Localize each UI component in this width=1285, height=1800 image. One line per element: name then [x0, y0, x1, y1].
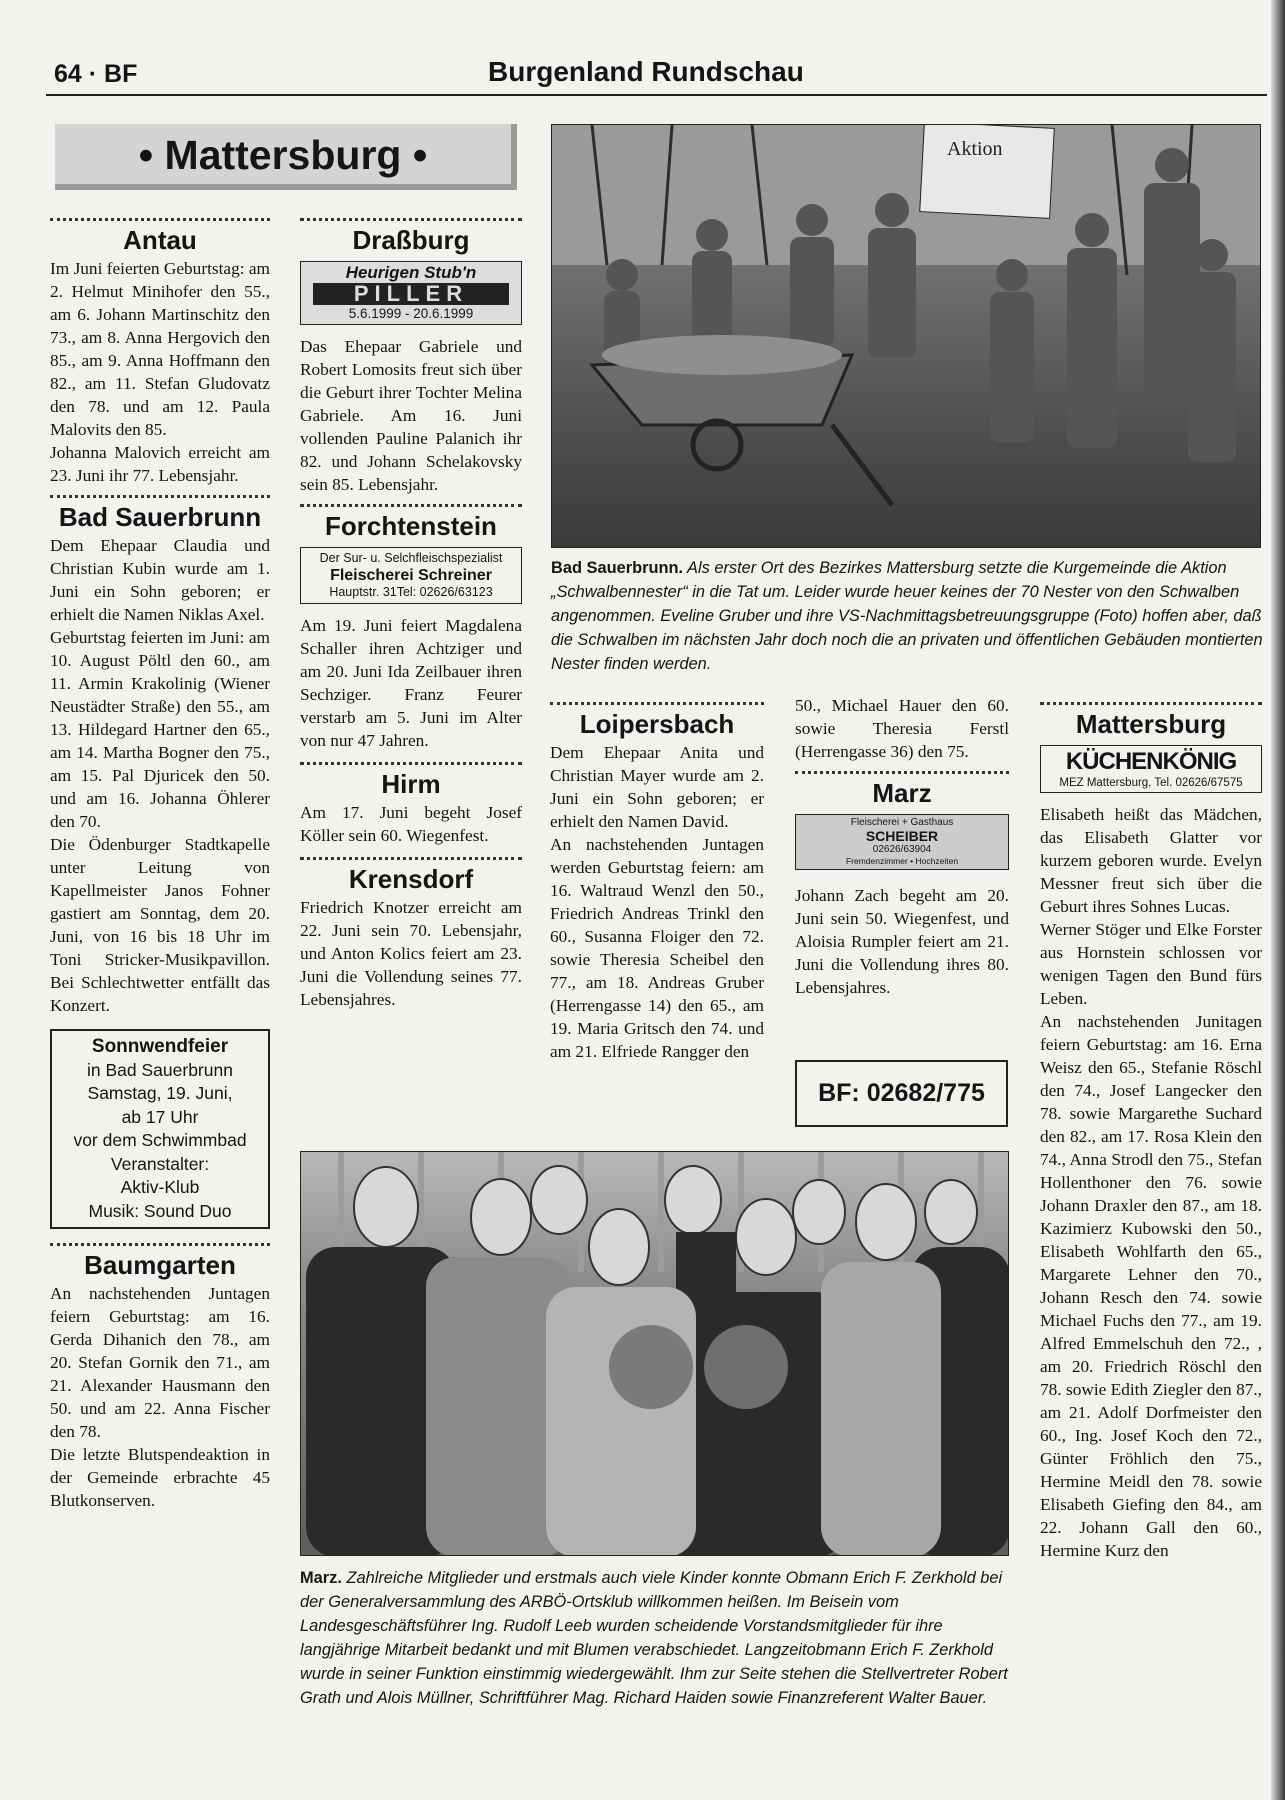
divider — [300, 218, 522, 221]
divider — [50, 1243, 270, 1246]
photo-illustration — [552, 125, 1261, 548]
ad-brand: PILLER — [313, 283, 509, 305]
column-5 — [1040, 702, 1262, 1562]
column-4 — [795, 694, 1009, 999]
ad-piller — [300, 261, 522, 325]
divider — [1040, 702, 1262, 705]
column-1 — [50, 218, 270, 1512]
heading-baumgarten: Baumgarten — [84, 1250, 236, 1280]
event-line: Musik: Sound Duo — [88, 1200, 232, 1221]
heading-mattersburg: Mattersburg — [1075, 709, 1227, 739]
caption-place: Marz. — [300, 1569, 342, 1587]
photo-arbo-generalversammlung — [300, 1151, 1009, 1556]
page-number: 64 · BF — [54, 60, 138, 88]
ad-line: Heurigen Stub'n — [345, 263, 477, 282]
divider — [300, 762, 522, 765]
text-drass-1: Das Ehepaar Gabriele und Robert Lomosits freut sich über die Geburt ihrer Tochter Melina Gabriele. Am 16. Juni vollenden Pauline Palanich ihr 82. und Johann Schelakovsky sein 85. Lebensjahr. — [300, 337, 522, 494]
divider — [550, 702, 764, 705]
heading-drassburg: Draßburg — [352, 225, 470, 255]
text-baum-2: Die letzte Blutspendeaktion in der Gemeinde erbrachte 45 Blutkonserven. — [50, 1445, 270, 1510]
heading-loipersbach: Loipersbach — [579, 709, 735, 739]
text-loip-2: An nachstehenden Juntagen werden Geburtstag feiern: am 16. Waltraud Wenzl den 50., Friedrich Andreas Trinkl den 60., Susanna Floiger den 72. sowie Theresia Scheibel den 77., am 18. Andreas Gruber (Herrengasse 14) den 65., am 19. Maria Gritsch den 74. und am 21. Elfriede Rangger den — [550, 835, 764, 1061]
bf-phone-box: BF: 02682/775 — [795, 1060, 1008, 1127]
text-forch-1: Am 19. Juni feiert Magdalena Schaller ihren Achtziger und am 20. Juni Ida Zeilbauer ihren Sechziger. Franz Feurer verstarb am 5. Juni im Alter von nur 47 Jahren. — [300, 616, 522, 750]
ad-schreiner — [300, 547, 522, 604]
event-line: Veranstalter: — [110, 1153, 210, 1174]
ad-scheiber — [795, 814, 1009, 870]
text-loip-cont: 50., Michael Hauer den 60. sowie Theresia Ferstl (Herrengasse 36) den 75. — [795, 696, 1009, 761]
text-bad-1: Dem Ehepaar Claudia und Christian Kubin wurde am 1. Juni ein Sohn geboren; er erhielt die Namen Niklas Axel. — [50, 536, 270, 624]
text-antau-1: Im Juni feierten Geburtstag: am 2. Helmut Minihofer den 55., am 6. Johann Martinschitz den 73., am 8. Anna Hergovich den 85., am 9. Anna Hoffmann den 82., am 11. Stefan Gludovatz den 78. und am 12. Paula Malovits den 85. — [50, 259, 270, 439]
event-box-sonnwendfeier — [50, 1029, 270, 1229]
event-line: Aktiv-Klub — [120, 1177, 200, 1197]
caption-text: Als erster Ort des Bezirkes Mattersburg setzte die Kurgemeinde die Aktion „Schwalbennester“ in die Tat um. Leider wurde heuer keines der 70 Nester von den Schwalben angenommen. Eveline Gruber und ihre VS-Nachmittagsbetreuungsgruppe (Foto) hoffen aber, daß die Schwalben im nächsten Jahr doch noch die an privaten und öffentlichen Gebäuden montierten Nester finden werden. — [551, 559, 1263, 673]
ad-line: Hauptstr. 31Tel: 02626/63123 — [329, 585, 493, 599]
caption-photo1 — [551, 556, 1263, 676]
text-matt-3: An nachstehenden Junitagen feiern Geburtstag: am 16. Erna Weisz den 65., Stefanie Röschl den 74., Josef Langecker den 78. sowie Margarethe Suchard den 82., am 17. Rosa Klein den 74., Anna Strodl den 75., Stefan Hollenthoner den 76. sowie Johann Draxler den 87., am 18. Kazimierz Kubowski den 50., Elisabeth Wohlfarth den 65., Margarete Lehner den 70., Johann Resch den 74. sowie Michael Fuchs den 77., am 19. Alfred Emmelschuh den 72., , am 20. Friedrich Röschl den 78. sowie Edith Ziegler den 87., am 21. Adolf Dorfmeister den 60., Ing. Josef Koch den 72., Günter Fröhlich den 75., Hermine Meidl den 78. sowie Elisabeth Giefing den 84., am 22. Johann Gall den 60., Hermine Kurz den — [1040, 1012, 1262, 1560]
caption-photo2 — [300, 1566, 1016, 1710]
region-banner: • Mattersburg • — [55, 124, 517, 190]
ad-brand: SCHEIBER — [865, 828, 939, 844]
event-line: ab 17 Uhr — [121, 1106, 199, 1127]
page-header — [46, 54, 1267, 96]
event-line: Samstag, 19. Juni, — [87, 1083, 233, 1103]
column-2 — [300, 218, 522, 1011]
text-baum-1: An nachstehenden Juntagen feiern Geburtstag: am 16. Gerda Dihanich den 78., am 20. Stefan Gornik den 71., am 21. Alexander Hausmann den 50. und am 22. Anna Fischer den 78. — [50, 1284, 270, 1441]
text-matt-1: Elisabeth heißt das Mädchen, das Elisabeth Glatter vor kurzem geboren wurde. Evelyn Messner freut sich über die Geburt ihres Sohnes Lucas. — [1040, 805, 1262, 916]
ad-line: Der Sur- u. Selchfleischspezialist — [319, 551, 503, 565]
event-title: Sonnwendfeier — [91, 1036, 229, 1057]
ad-line: 02626/63904 — [872, 844, 932, 855]
text-antau-2: Johanna Malovich erreicht am 23. Juni ihr 77. Lebensjahr. — [50, 443, 270, 485]
event-line: in Bad Sauerbrunn — [87, 1059, 233, 1080]
text-kren-1: Friedrich Knotzer erreicht am 22. Juni sein 70. Lebensjahr, und Anton Kolics feiert am 23. Juni die Vollendung seines 77. Lebensjahres. — [300, 898, 522, 1009]
ad-kuechenkoenig — [1040, 745, 1262, 793]
divider — [300, 504, 522, 507]
ad-line: 5.6.1999 - 20.6.1999 — [348, 306, 474, 321]
publication-title: Burgenland Rundschau — [488, 56, 804, 87]
text-hirm-1: Am 17. Juni begeht Josef Köller sein 60. Wiegenfest. — [300, 803, 522, 845]
text-bad-2: Geburtstag feierten im Juni: am 10. August Pöltl den 60., am 11. Armin Krakolinig (Wiener Neustädter Straße) den 55., am 13. Hildegard Hartner den 65., am 14. Martha Bogner den 75., am 15. Pal Djuricek den 50. und am 16. Johanna Öhlerer den 70. — [50, 628, 270, 831]
text-matt-2: Werner Stöger und Elke Forster aus Hornstein schlossen vor wenigen Tagen den Bund fürs Leben. — [1040, 920, 1262, 1008]
page-edge-shadow — [1271, 0, 1285, 1800]
heading-bad-sauerbrunn: Bad Sauerbrunn — [58, 502, 262, 532]
ad-line: MEZ Mattersburg, Tel. 02626/67575 — [1059, 777, 1243, 789]
heading-hirm: Hirm — [381, 769, 441, 799]
text-marz-1: Johann Zach begeht am 20. Juni sein 50. Wiegenfest, und Aloisia Rumpler feiert am 21. Juni die Vollendung ihres 80. Lebensjahres. — [795, 886, 1009, 997]
ad-line: Fleischerei + Gasthaus — [850, 817, 954, 828]
caption-place: Bad Sauerbrunn. — [551, 559, 684, 577]
ad-line: Fremdenzimmer • Hochzeiten — [845, 856, 959, 866]
heading-krensdorf: Krensdorf — [348, 864, 474, 894]
heading-marz: Marz — [872, 778, 932, 808]
text-bad-3: Die Ödenburger Stadtkapelle unter Leitung von Kapellmeister Janos Fohner gastiert am Sonntag, dem 20. Juni, von 16 bis 18 Uhr im Toni Stricker-Musikpavillon. Bei Schlechtwetter entfällt das Konzert. — [50, 835, 270, 1015]
sign-text: Aktion — [947, 138, 1003, 160]
column-3 — [550, 702, 764, 1063]
divider — [795, 771, 1009, 774]
caption-text: Zahlreiche Mitglieder und erstmals auch viele Kinder konnte Obmann Erich F. Zerkhold bei der Generalversammlung des ARBÖ-Ortsklub willkommen heißen. Im Beisein vom Landesgeschäftsführer Ing. Rudolf Leeb wurden scheidende Vorstandsmitglieder für ihre langjährige Mitarbeit bedankt und mit Blumen verabschiedet. Langzeitobmann Erich F. Zerkhold wurde in seiner Funktion einstimmig wiedergewählt. Ihm zur Seite stehen die Stellvertreter Robert Grath und Alois Müllner, Schriftführer Mag. Richard Haiden sowie Finanzreferent Walter Bauer. — [300, 1569, 1008, 1707]
text-loip-1: Dem Ehepaar Anita und Christian Mayer wurde am 2. Juni ein Sohn geboren; er erhielt den Namen David. — [550, 743, 764, 831]
photo-illustration — [301, 1152, 1009, 1556]
event-line: vor dem Schwimmbad — [73, 1130, 247, 1150]
photo-schwalbennester — [551, 124, 1261, 548]
heading-antau: Antau — [123, 225, 197, 255]
ad-brand: KÜCHENKÖNIG — [1065, 748, 1237, 775]
divider — [50, 495, 270, 498]
ad-brand: Fleischerei Schreiner — [330, 567, 492, 584]
divider — [300, 857, 522, 860]
divider — [50, 218, 270, 221]
heading-forchtenstein: Forchtenstein — [325, 511, 497, 541]
